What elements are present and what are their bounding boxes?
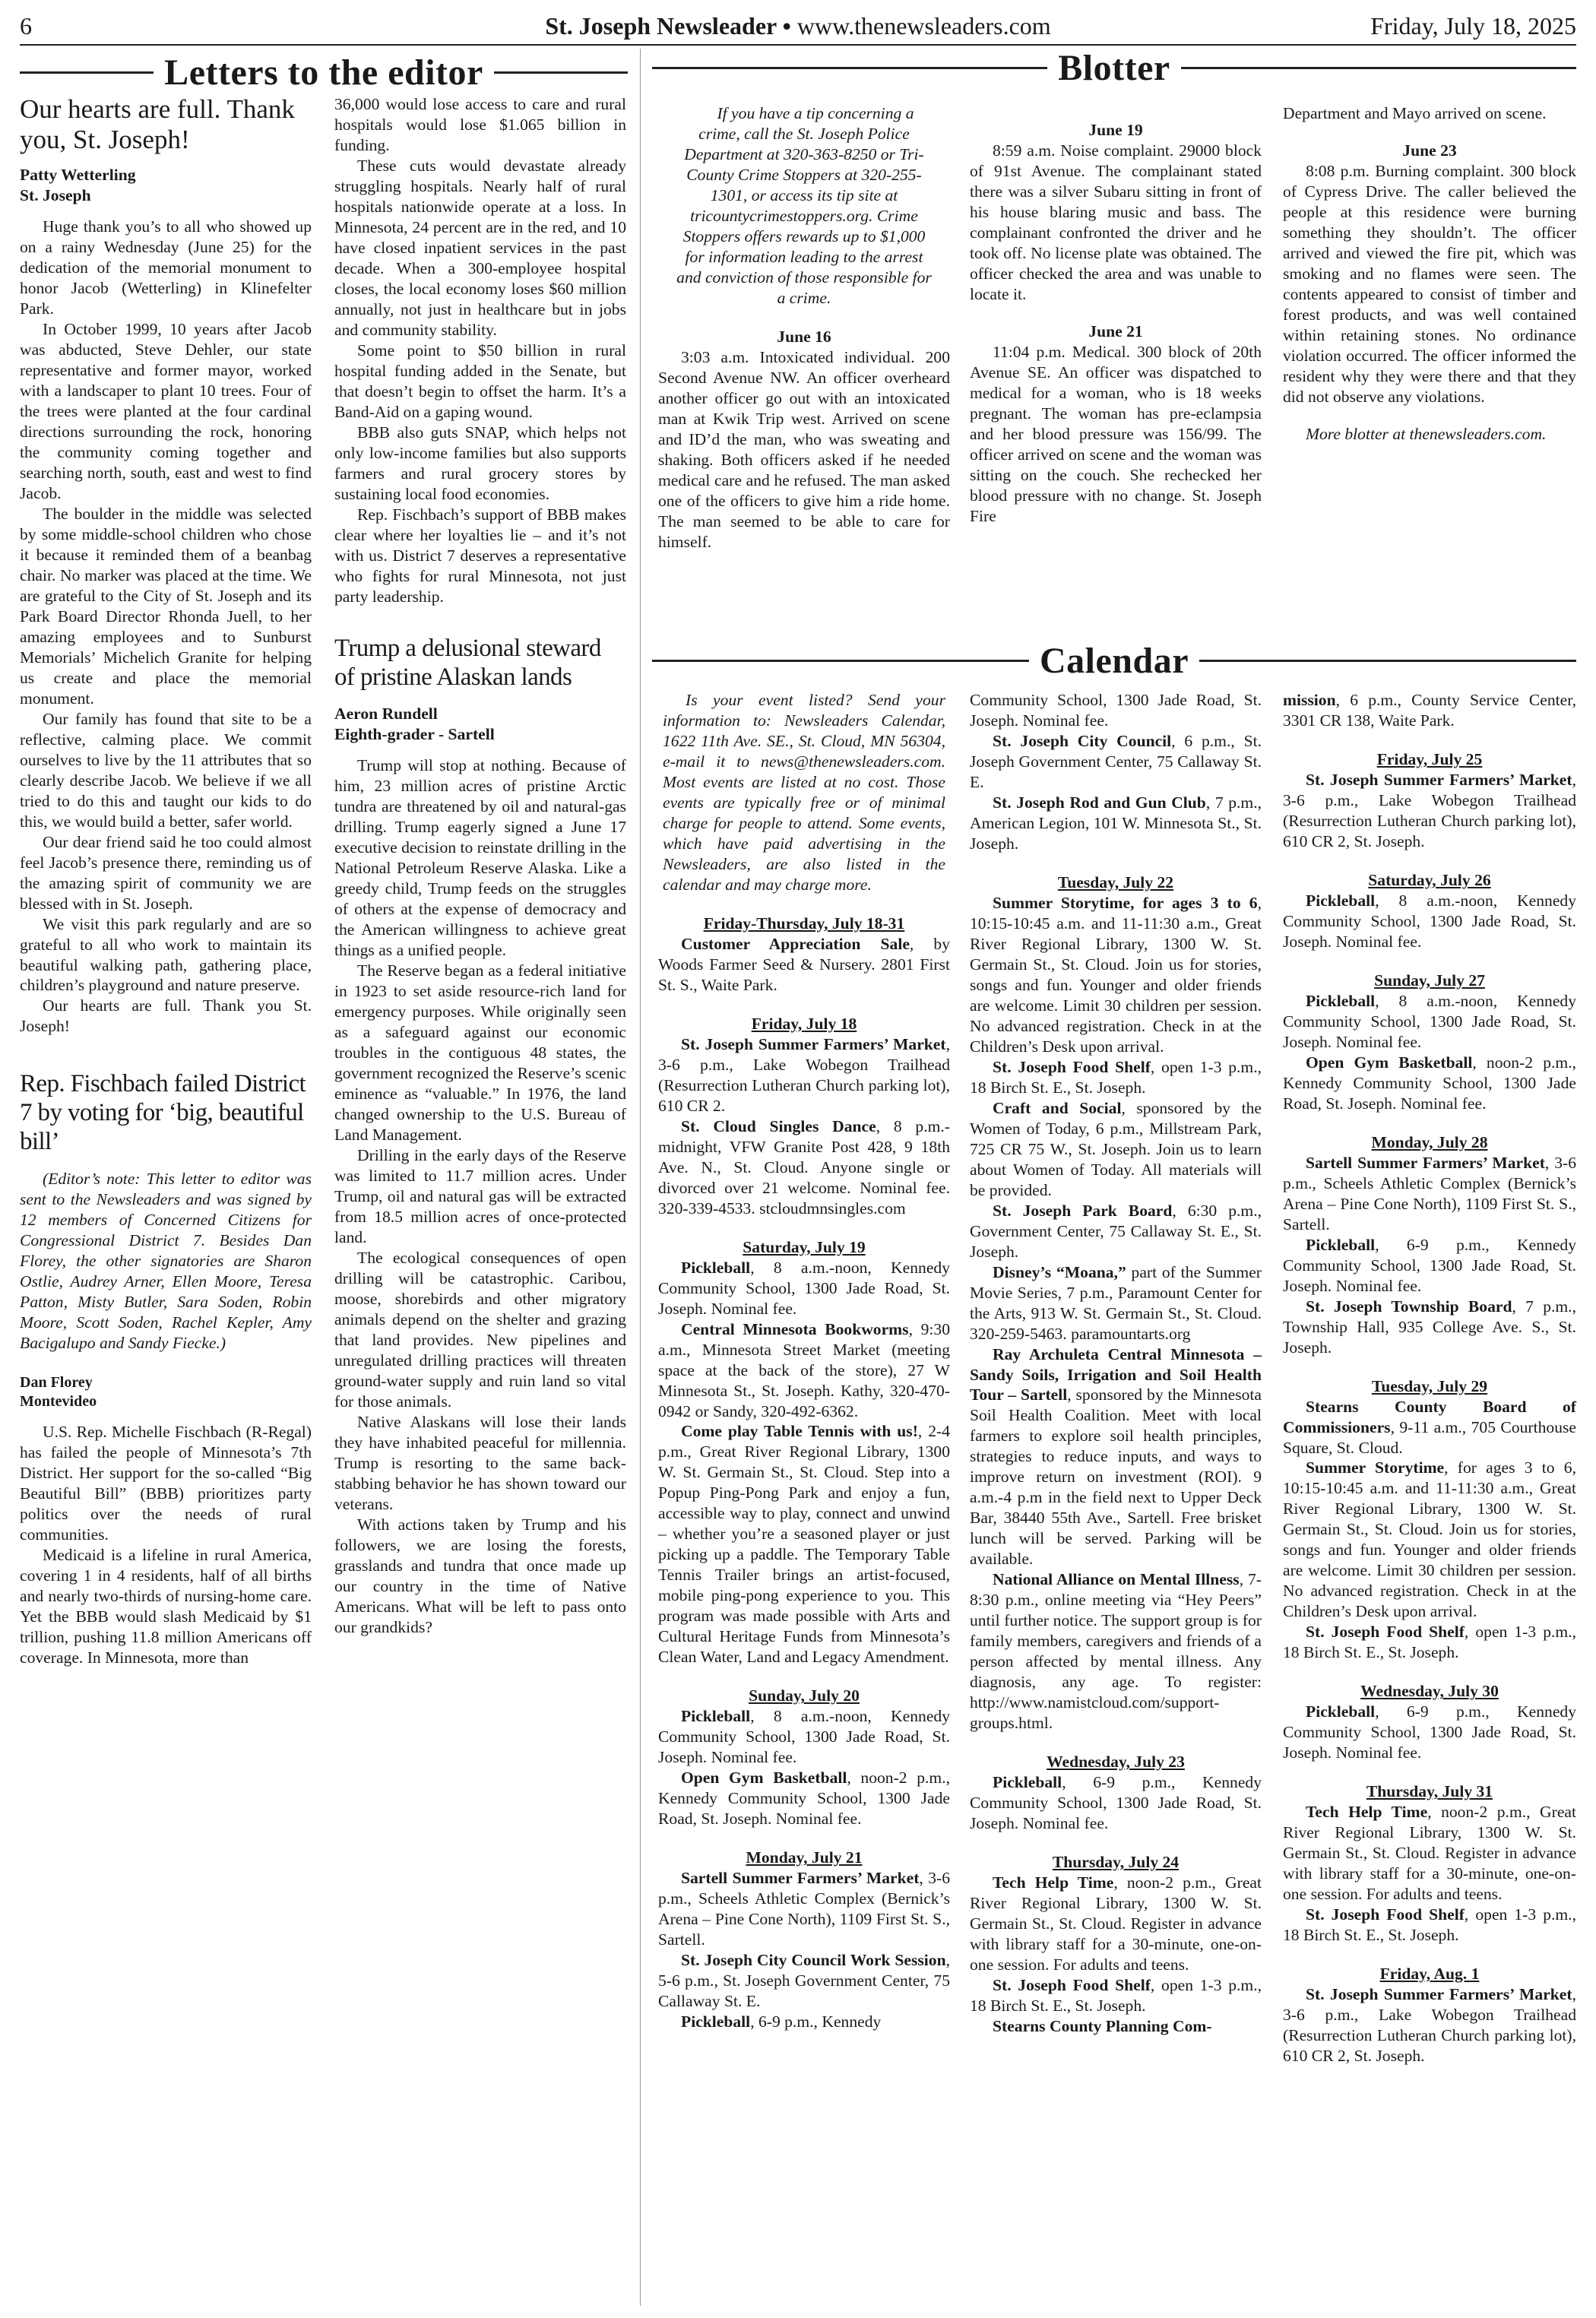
letter1-paragraph: Our hearts are full. Thank you St. Joseph!: [20, 996, 312, 1036]
calendar-col1-entries: [658, 914, 950, 2032]
event-details: , sponsored by the Women of Today, 6 p.m., Millstream Park, 725 CR 75 W., St. Joseph. Join us to learn about Women of Today. All materials will be provided.: [970, 1098, 1262, 1199]
blotter-entry-text: 8:08 p.m. Burning complaint. 300 block of Cypress Drive. The caller believed the people at this residence were burning something they shouldn’t. The officer arrived and viewed the fire pit, which was smoking and no flames were seen. The contents appeared to consist of timber and forest products, and was well contained within retaining stones. No ordinance violation occurred. The officer informed the resident why they were there and that they did not observe any violations.: [1283, 161, 1576, 406]
event-details: , 8 a.m.-noon, Kennedy Community School, 1300 Jade Road, St. Joseph. Nominal fee.: [1283, 991, 1576, 1051]
issue-date: Friday, July 18, 2025: [1370, 12, 1576, 40]
calendar-date-heading: Thursday, July 24: [1052, 1853, 1180, 1872]
event-details: , 7 p.m., American Legion, 101 W. Minnesota St., St. Joseph.: [970, 793, 1262, 853]
blotter-column-3: [1283, 103, 1576, 445]
letter2-author: Dan Florey: [20, 1374, 93, 1392]
blotter-more-link[interactable]: More blotter at thenewsleaders.com.: [1306, 424, 1547, 443]
calendar-section-title: Calendar: [1040, 641, 1189, 681]
event-details: , 6:30 p.m., Government Center, 75 Callaway St. E., St. Joseph.: [970, 1201, 1262, 1261]
event-details: , 6-9 p.m., Kennedy Community School, 1300 Jade Road, St. Joseph. Nominal fee.: [970, 1773, 1262, 1833]
event-title: Summer Storytime, for ages 3 to 6: [993, 893, 1258, 912]
letter2-paragraph: 36,000 would lose access to care and rural hospitals would lose $1.065 billion in funding.: [334, 95, 626, 154]
event-details: , sponsored by the Minnesota Soil Health Coalition. Meet with local farmers to explore soil health principles, strategies to reduce inputs, and ways to improve return on investment (ROI). 9 a.m.-4 p.m in the field next to Upper Deck Bar, 38440 55th Ave., Sartell. Free brisket lunch will be served. Parking will be available.: [970, 1385, 1262, 1569]
blotter-column-1: [658, 103, 950, 553]
event-title: Central Minnesota Bookworms: [681, 1319, 909, 1338]
calendar-event: [1283, 1458, 1576, 1622]
calendar-date-heading: Thursday, July 31: [1366, 1782, 1493, 1801]
calendar-date-heading: Friday, July 25: [1376, 749, 1483, 768]
separator-bullet: •: [782, 12, 791, 40]
event-title: Sartell Summer Farmers’ Market: [1306, 1153, 1545, 1172]
letter1-paragraph: We visit this park regularly and are so grateful to all who work to maintain its beautiful walking path, gathering place, children’s playground and nature preserve.: [20, 914, 312, 995]
blotter-col2-entries: [970, 120, 1262, 527]
event-title: St. Joseph Food Shelf: [1306, 1905, 1465, 1924]
letter2-paragraph: Medicaid is a lifeline in rural America, covering 1 in 4 residents, half of all births and nearly two-thirds of nursing-home care. Yet the BBB would slash Medicaid by $1 trillion, pushing 11.8 million Americans off coverage. In Minnesota, more than: [20, 1546, 312, 1667]
calendar-event: [970, 1344, 1262, 1570]
rule-left: [20, 71, 154, 74]
event-title: Stearns County Planning Com-: [993, 2017, 1212, 2036]
event-title: Open Gym Basketball: [1306, 1053, 1473, 1072]
calendar-date-heading: Monday, July 28: [1371, 1132, 1488, 1151]
calendar-date-heading: Tuesday, July 22: [1057, 872, 1174, 891]
calendar-event: [970, 2016, 1262, 2037]
blotter-section-head: [652, 47, 1576, 89]
calendar-event: [658, 1258, 950, 1319]
event-title: St. Joseph Food Shelf: [993, 1057, 1151, 1076]
event-title: Pickleball: [993, 1773, 1062, 1792]
blotter-entry-date: June 19: [1088, 121, 1143, 139]
calendar-col2-cont-entries: [970, 731, 1262, 854]
calendar-event: [658, 1116, 950, 1219]
event-title: Pickleball: [1306, 891, 1376, 910]
event-details: , 6-9 p.m., Kennedy Community School, 1300 Jade Road, St. Joseph. Nominal fee.: [1283, 1235, 1576, 1295]
calendar-date-heading: Friday, July 18: [751, 1014, 857, 1033]
calendar-event: [970, 1772, 1262, 1834]
event-title: St. Cloud Singles Dance: [681, 1116, 876, 1135]
event-title: Stearns County Board of Commissioners: [1283, 1397, 1576, 1436]
letter2-paragraph: U.S. Rep. Michelle Fischbach (R-Regal) has failed the people of Minnesota’s 7th District. Her support for the so-called “Big Beautiful Bill” (BBB) prioritizes party politics over the needs of rural communities.: [20, 1423, 312, 1544]
letter3-headline: Trump a delusional steward of pristine Alaskan lands: [334, 634, 601, 691]
calendar-date-heading: Monday, July 21: [746, 1848, 863, 1867]
blotter-entry-date: June 21: [1088, 321, 1143, 340]
event-details: , noon-2 p.m., Great River Regional Library, 1300 W. St. Germain St., St. Cloud. Register in advance with library staff for a 30-minute, one-on-one session. For adults and teens.: [1283, 1803, 1576, 1904]
page-number: 6: [20, 12, 32, 40]
event-details: , 8 a.m.-noon, Kennedy Community School, 1300 Jade Road, St. Joseph. Nominal fee.: [658, 1707, 950, 1767]
event-details: , 3-6 p.m., Lake Wobegon Trailhead (Resurrection Lutheran Church parking lot), 610 CR 2, St. Joseph.: [1283, 1985, 1576, 2066]
calendar-column-1: [658, 690, 950, 2032]
letter3-paragraph: Native Alaskans will lose their lands they have inhabited peaceful for millennia. Trump is resorting to the same back-stabbing behavior he has shown toward our veterans.: [334, 1412, 626, 1513]
calendar-event: [1283, 1905, 1576, 1946]
event-details: , 9:30 a.m., Minnesota Street Market (meeting space at the back of the store), 27 W Minnesota St., St. Joseph. Kathy, 320-470-0942 or Sandy, 320-492-6362.: [658, 1319, 950, 1420]
letter2-paragraph: Rep. Fischbach’s support of BBB makes clear where her loyalties lie – and it’s not with us. District 7 deserves a representative who fights for rural Minnesota, not just party leadership.: [334, 505, 626, 606]
letter3-paragraph: Trump will stop at nothing. Because of him, 23 million acres of pristine Arctic tundra are threatened by oil and natural-gas drilling. Trump eagerly signed a June 17 executive decision to reinstate drilling in the National Petroleum Reserve Alaska. Like a greedy child, Trump feeds on the struggles of others at the expense of democracy and the American willingness to achieve great things as a unified people.: [334, 756, 626, 960]
event-details: , 6-9 p.m., Kennedy Community School, 1300 Jade Road, St. Joseph. Nominal fee.: [1283, 1702, 1576, 1762]
calendar-event: [1283, 1702, 1576, 1763]
event-details: , 3-6 p.m., Lake Wobegon Trailhead (Resurrection Lutheran Church parking lot), 610 CR 2.: [658, 1034, 950, 1115]
calendar-date-heading: Friday-Thursday, July 18-31: [703, 914, 905, 933]
letter3-paragraph: The Reserve began as a federal initiative in 1923 to set aside resource-rich land for emergency purposes. While originally seen as a safeguard against our economic troubles in the contiguous 48 states, the government recognized the Reserve’s scenic eminence as “valuable.” In 1976, the land changed ownership to the U.S. Bureau of Land Management.: [334, 961, 626, 1145]
event-title: Ray Archuleta Central Minnesota – Sandy Soils, Irrigation and Soil Health Tour – Sartell: [970, 1344, 1262, 1404]
calendar-date-heading: Friday, Aug. 1: [1379, 1965, 1480, 1984]
letter3-byline: [334, 704, 626, 745]
masthead-line: [20, 12, 1576, 40]
calendar-event: [658, 1706, 950, 1768]
calendar-col2-entries: [970, 872, 1262, 2037]
calendar-event: [1283, 1297, 1576, 1358]
calendar-event: [970, 1975, 1262, 2016]
event-title: St. Joseph City Council Work Session: [681, 1951, 946, 1970]
event-title: St. Joseph Summer Farmers’ Market: [1306, 1985, 1572, 2004]
event-title: Pickleball: [1306, 991, 1376, 1010]
event-title: Tech Help Time: [993, 1873, 1114, 1892]
event-details: , 6-9 p.m., Kennedy: [750, 2012, 882, 2031]
column-divider: [640, 49, 641, 2306]
event-details: , 3-6 p.m., Scheels Athletic Complex (Bernick’s Arena – Pine Cone North), 1109 First St. S., Sartell.: [1283, 1153, 1576, 1233]
paper-url[interactable]: www.thenewsleaders.com: [796, 12, 1051, 40]
calendar-event: [970, 793, 1262, 854]
event-title: Customer Appreciation Sale: [681, 934, 910, 953]
event-details: , noon-2 p.m., Kennedy Community School, 1300 Jade Road, St. Joseph. Nominal fee.: [1283, 1053, 1576, 1113]
letter1-headline: Our hearts are full. Thank you, St. Joseph!: [20, 94, 295, 154]
event-title: Craft and Social: [993, 1098, 1122, 1117]
calendar-intro: Is your event listed? Send your information to: Newsleaders Calendar, 1622 11th Ave. SE., St. Cloud, MN 56304, e-mail it to news@thenewsleaders.com. Most events are listed at no cost. Those events are typically free or of minimal charge for people to attend. Some events, which have paid advertising in the Newsleaders, are also listed in the calendar and may charge more.: [663, 691, 945, 894]
event-title: Open Gym Basketball: [681, 1769, 847, 1788]
calendar-event: [658, 1950, 950, 2012]
rule-right: [494, 71, 628, 74]
event-title: Pickleball: [681, 1707, 751, 1726]
calendar-event: [970, 1262, 1262, 1344]
calendar-event: [970, 1057, 1262, 1098]
event-title: Pickleball: [1306, 1702, 1376, 1721]
event-title: St. Joseph Park Board: [993, 1201, 1173, 1220]
event-details: , 5-6 p.m., St. Joseph Government Center, 75 Callaway St. E.: [658, 1951, 950, 2011]
event-details: , open 1-3 p.m., 18 Birch St. E., St. Joseph.: [1283, 1623, 1576, 1662]
calendar-event: [1283, 1235, 1576, 1297]
blotter-entry-date: June 23: [1402, 141, 1457, 160]
event-details: , 3-6 p.m., Lake Wobegon Trailhead (Resurrection Lutheran Church parking lot), 610 CR 2, St. Joseph.: [1283, 770, 1576, 850]
calendar-col3-entries: [1283, 749, 1576, 2066]
calendar-event: [658, 1868, 950, 1950]
event-details: , 8 p.m.-midnight, VFW Granite Post 428, 9 18th Ave. N., St. Cloud. Anyone single or divorced over 21 welcome. Nominal fee. 320-339-4533. stcloudmnsingles.com: [658, 1116, 950, 1218]
calendar-event: [970, 1873, 1262, 1975]
event-title: Pickleball: [681, 2012, 751, 2031]
rule-left: [652, 660, 1029, 662]
calendar-event: [1283, 991, 1576, 1053]
calendar-event: [1283, 1984, 1576, 2066]
event-title: St. Joseph Summer Farmers’ Market: [681, 1034, 946, 1053]
calendar-section-head: [652, 640, 1576, 682]
event-title: St. Joseph Food Shelf: [1306, 1623, 1465, 1642]
blotter-entry-text: 11:04 p.m. Medical. 300 block of 20th Avenue SE. An officer was dispatched to medical for a woman, who is 18 weeks pregnant. The woman has pre-eclampsia and her blood pressure was 156/99. The officer arrived on scene and the woman was sitting on the couch. She rechecked her blood pressure with no change. St. Joseph Fire: [970, 342, 1262, 525]
calendar-event: [658, 1319, 950, 1422]
letter1-location: St. Joseph: [20, 186, 91, 205]
rule-right: [1199, 660, 1576, 662]
calendar-event: [970, 893, 1262, 1057]
letter1-author: Patty Wetterling: [20, 166, 136, 185]
calendar-event: [970, 1201, 1262, 1262]
event-details: , 2-4 p.m., Great River Regional Library, 1300 W. St. Germain St., St. Cloud. Step into a Popup Ping-Pong Park and enjoy a fun, accessible way to play, connect and unwind – whether you’re a seasoned player or just picking up a paddle. The Temporary Table Tennis Trailer brings an artist-focused, mobile ping-pong experience to you. This program was made possible with Arts and Cultural Heritage Funds from Minnesota’s Clean Water, Land and Legacy Amendment.: [658, 1422, 950, 1667]
calendar-event: [658, 934, 950, 996]
letter2-paragraph: These cuts would devastate already struggling hospitals. Nearly half of rural hospitals nationwide operate at a loss. In Minnesota, 24 percent are in the red, and 10 have closed inpatient services in the past decade. When a 300-employee hospital closes, the local economy loses $60 million annually, not just in healthcare but in jobs and community stability.: [334, 156, 626, 339]
event-details: , open 1-3 p.m., 18 Birch St. E., St. Joseph.: [970, 1976, 1262, 2016]
event-details: , noon-2 p.m., Great River Regional Library, 1300 W. St. Germain St., St. Cloud. Register in advance with library staff for a 30-minute, one-on-one session. For adults and teens.: [970, 1873, 1262, 1974]
event-title: mission: [1283, 691, 1336, 709]
letter2-byline: [20, 1373, 312, 1411]
letter1-paragraph: Our family has found that site to be a reflective, calming place. We commit ourselves to live by the 11 attributes that so clearly describe Jacob. We believe if we all tried to do this and taught our kids to do this, we would build a better, safer world.: [20, 709, 312, 831]
letter1-paragraph: Our dear friend said he too could almost feel Jacob’s presence there, reminding us of the amazing spirit of community we are blessed with in St. Joseph.: [20, 832, 312, 913]
calendar-col3-continued: [1283, 690, 1576, 731]
letter3-author: Aeron Rundell: [334, 705, 438, 724]
calendar-event: [1283, 1153, 1576, 1235]
event-details: , noon-2 p.m., Kennedy Community School, 1300 Jade Road, St. Joseph. Nominal fee.: [658, 1769, 950, 1829]
blotter-entry-date: June 16: [777, 327, 831, 346]
calendar-event: [658, 1034, 950, 1116]
page-header: [20, 12, 1576, 41]
rule-left: [652, 67, 1047, 69]
letter3-paragraph: The ecological consequences of open drilling will be catastrophic. Caribou, moose, shorebirds and other migratory animals depend on the shelter and grazing that land provides. New pipelines and unregulated drilling practices will threaten ground-water supply and ruin land so vital for those animals.: [334, 1249, 626, 1411]
letter2-editors-note: (Editor’s note: This letter to editor was sent to the Newsleaders and was signed by 12 members of Concerned Citizens for Congressional District 7. Besides Dan Florey, the other signatories are Sharon Ostlie, Audrey Arner, Ellen Moore, Teresa Patton, Misty Butler, Sara Soden, Robin Moore, Scott Soden, Rachel Kepler, Amy Bacigalupo and Sandy Fiecke.): [20, 1170, 312, 1353]
calendar-event: [1283, 1622, 1576, 1663]
rule-right: [1181, 67, 1576, 69]
calendar-date-heading: Sunday, July 20: [749, 1686, 860, 1705]
letter1-byline: [20, 165, 312, 206]
event-title: Pickleball: [1306, 1235, 1376, 1254]
event-title: Come play Table Tennis with us!: [681, 1422, 918, 1441]
letter3-paragraph: Drilling in the early days of the Reserve was limited to 11.7 million acres. Under Trump, oil and natural gas will be extracted from 18.5 million acres of once-protected land.: [334, 1146, 626, 1247]
letter3-location: Eighth-grader - Sartell: [334, 725, 495, 744]
header-rule: [20, 44, 1576, 46]
calendar-date-heading: Tuesday, July 29: [1371, 1376, 1488, 1395]
letter3-paragraph: With actions taken by Trump and his followers, we are losing the forests, grasslands and tundra that once made up our country in the time of Native Americans. What will be left to pass onto our grandkids?: [334, 1515, 626, 1636]
letter1-paragraph: Huge thank you’s to all who showed up on a rainy Wednesday (June 25) for the dedication of the memorial monument to honor Jacob (Wetterling) in Klinefelter Park.: [20, 217, 312, 318]
calendar-col2-continued: Community School, 1300 Jade Road, St. Joseph. Nominal fee.: [970, 691, 1262, 730]
letter2-paragraph: BBB also guts SNAP, which helps not only low-income families but also supports farmers and rural grocery stores by sustaining local food economies.: [334, 423, 626, 503]
calendar-event: [1283, 1397, 1576, 1458]
event-title: St. Joseph Food Shelf: [993, 1976, 1151, 1995]
event-details: part of the Summer Movie Series, 7 p.m., Paramount Center for the Arts, 913 W. St. Germain St., St. Cloud. 320-259-5463. paramountarts.org: [970, 1262, 1262, 1343]
letter2-headline: Rep. Fischbach failed District 7 by voting for ‘big, beautiful bill’: [20, 1070, 306, 1156]
event-details: , 6 p.m., St. Joseph Government Center, 75 Callaway St. E.: [970, 731, 1262, 791]
event-details: , 10:15-10:45 a.m. and 11-11:30 a.m., Great River Regional Library, 1300 W. St. Germain St., St. Cloud. Join us for stories, songs and fun. Younger and older friends are welcome. Limit 30 children per session. No advanced registration. Check in at the Children’s Desk upon arrival.: [970, 893, 1262, 1056]
calendar-event: [658, 1768, 950, 1829]
calendar-event: [1283, 891, 1576, 952]
calendar-column-3: [1283, 690, 1576, 2066]
calendar-date-heading: Wednesday, July 30: [1360, 1682, 1499, 1701]
calendar-date-heading: Sunday, July 27: [1374, 971, 1485, 990]
calendar-event: [970, 1098, 1262, 1201]
event-title: National Alliance on Mental Illness: [993, 1570, 1240, 1589]
event-details: , 7-8:30 p.m., online meeting via “Hey Peers” until further notice. The support group is for family members, caregivers and friends of a person affected by mental illness. Any diagnosis, any age. To register: http://www.namistcloud.com/support-groups.html.: [970, 1570, 1262, 1733]
event-title: Pickleball: [681, 1258, 751, 1277]
event-title: St. Joseph Summer Farmers’ Market: [1306, 770, 1572, 789]
event-title: Tech Help Time: [1306, 1803, 1428, 1822]
blotter-col3-entries: [1283, 141, 1576, 407]
blotter-col1-entries: [658, 327, 950, 553]
calendar-event: [658, 2012, 950, 2032]
calendar-date-heading: Wednesday, July 23: [1047, 1753, 1185, 1772]
blotter-continued: Department and Mayo arrived on scene.: [1283, 104, 1547, 122]
calendar-event: [1283, 1802, 1576, 1905]
event-details: , 3-6 p.m., Scheels Athletic Complex (Bernick’s Arena – Pine Cone North), 1109 First St. S., Sartell.: [658, 1869, 950, 1949]
calendar-date-heading: Saturday, July 26: [1368, 870, 1491, 889]
calendar-event: [970, 1569, 1262, 1734]
letters-section-head: [20, 52, 628, 93]
blotter-entry-text: 8:59 a.m. Noise complaint. 29000 block of 91st Avenue. The complainant stated there was a silver Subaru sitting in front of his house blaring music and bass. The complainant confronted the driver and he took off. No license plate was obtained. The officer checked the area and was unable to locate it.: [970, 141, 1262, 303]
letter1-paragraph: In October 1999, 10 years after Jacob was abducted, Steve Dehler, our state representative and former mayor, worked with a landscaper to plant 10 trees. Four of the trees were planted at the four cardinal directions surrounding the rock, honoring the community coming together and searching north, south, east and west to find Jacob.: [20, 319, 312, 502]
letter1-paragraph: The boulder in the middle was selected by some middle-school children who chose it because it reminded them of a beanbag chair. No marker was placed at the time. We are grateful to the City of St. Joseph and its Park Board Director Rhonda Juell, to her amazing employees and to Sunburst Memorials’ Michelich Granite for helping us create and place the memorial monument.: [20, 504, 312, 708]
blotter-column-2: [970, 103, 1262, 527]
event-details: , 8 a.m.-noon, Kennedy Community School, 1300 Jade Road, St. Joseph. Nominal fee.: [658, 1258, 950, 1318]
calendar-column-2: [970, 690, 1262, 2037]
calendar-event: [970, 731, 1262, 793]
event-details: , 7 p.m., Township Hall, 935 College Ave. S., St. Joseph.: [1283, 1297, 1576, 1357]
blotter-section-title: Blotter: [1058, 48, 1170, 88]
event-title: Disney’s “Moana,”: [993, 1262, 1126, 1281]
calendar-event: [658, 1421, 950, 1667]
letters-section-title: Letters to the editor: [164, 52, 483, 93]
event-details: , by Woods Farmer Seed & Nursery. 2801 First St. S., Waite Park.: [658, 934, 951, 994]
blotter-intro: If you have a tip concerning a crime, call the St. Joseph Police Department at 320-363-8250 or Tri-County Crime Stoppers at 320-255-1301, or access its tip site at tricountycrimestoppers.org. Crime Stoppers offers rewards up to $1,000 for information leading to the arrest and conviction of those responsible for a crime.: [676, 104, 932, 307]
event-details: , 9-11 a.m., 705 Courthouse Square, St. Cloud.: [1283, 1417, 1576, 1457]
calendar-event: [1283, 1053, 1576, 1114]
event-title: St. Joseph Rod and Gun Club: [993, 793, 1206, 812]
letter2-paragraph: Some point to $50 billion in rural hospital funding added in the Senate, but that doesn’t begin to offset the harm. It’s a Band-Aid on a gaping wound.: [334, 340, 626, 421]
blotter-entry-text: 3:03 a.m. Intoxicated individual. 200 Second Avenue NW. An officer overheard another officer go out with an intoxicated man at Kwik Trip west. Arrived on scene and ID’d the man, who was sweating and shaking. Both officers asked if he needed medical care and he refused. The man asked one of the officers to give him a ride home. The man seemed to be able to care for himself.: [658, 347, 950, 551]
event-title: St. Joseph Township Board: [1306, 1297, 1512, 1316]
calendar-date-heading: Saturday, July 19: [743, 1237, 866, 1256]
event-details: , 8 a.m.-noon, Kennedy Community School, 1300 Jade Road, St. Joseph. Nominal fee.: [1283, 891, 1576, 951]
event-title: Sartell Summer Farmers’ Market: [681, 1869, 920, 1888]
event-details: , 6 p.m., County Service Center, 3301 CR 138, Waite Park.: [1283, 691, 1576, 730]
event-title: Summer Storytime: [1306, 1458, 1445, 1477]
letters-column-1: [20, 94, 312, 1668]
event-details: , for ages 3 to 6, 10:15-10:45 a.m. and 11-11:30 a.m., Great River Regional Library, 1300 W. St. Germain St., St. Cloud. Join us for stories, songs and fun. Younger and older friends are welcome. Limit 30 children per session. No advanced registration. Check in at the Children’s Desk upon arrival.: [1283, 1458, 1576, 1621]
letter2-location: Montevideo: [20, 1393, 97, 1411]
event-title: St. Joseph City Council: [993, 731, 1172, 750]
event-details: , open 1-3 p.m., 18 Birch St. E., St. Joseph.: [1283, 1905, 1576, 1945]
calendar-event: [1283, 770, 1576, 852]
paper-name: St. Joseph Newsleader: [545, 12, 777, 40]
letters-column-2: [334, 94, 626, 1638]
event-details: , open 1-3 p.m., 18 Birch St. E., St. Joseph.: [970, 1057, 1262, 1097]
